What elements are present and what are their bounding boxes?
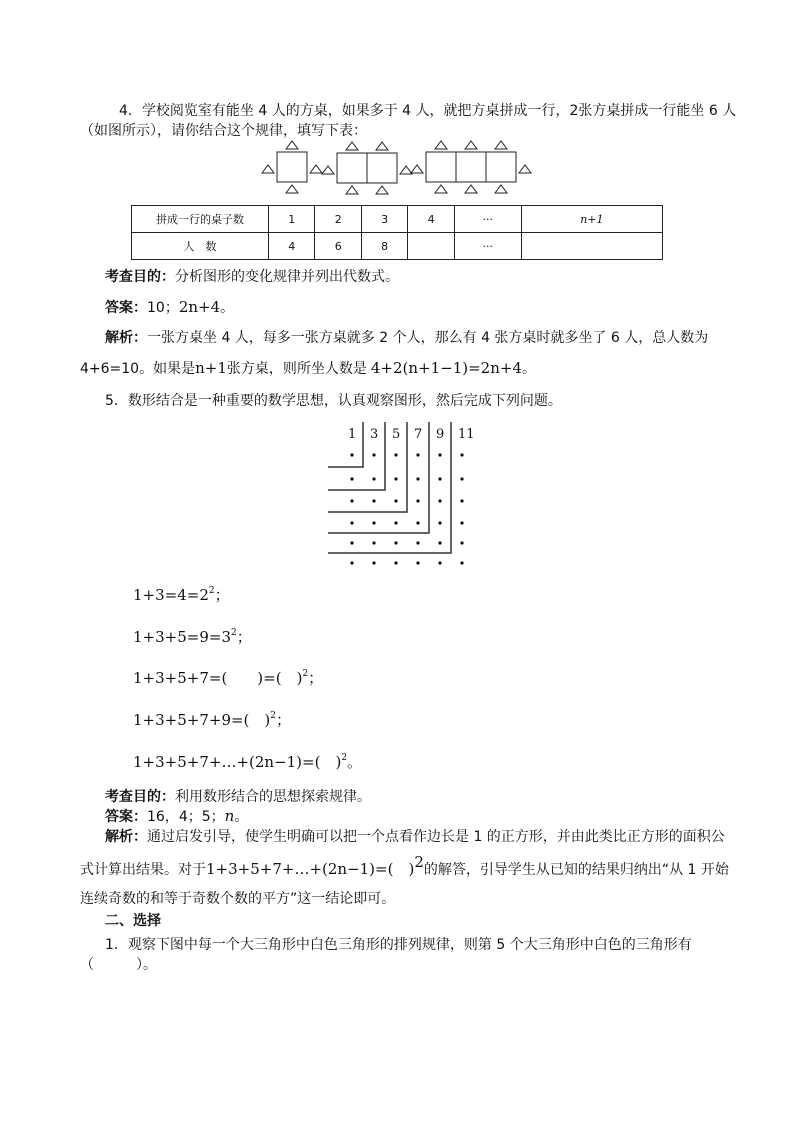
figure-label: 3 [370, 427, 379, 442]
figure-dot [460, 499, 463, 502]
q5-dot-figure [326, 420, 475, 568]
figure-table-3b [456, 152, 486, 182]
answer-label: 答案： [105, 809, 147, 825]
table-cell: n+1 [521, 206, 662, 233]
figure-dot [372, 561, 375, 564]
figure-dot [394, 477, 397, 480]
q5-analysis-line3: 连续奇数的和等于奇数个数的平方”这一结论即可。 [80, 891, 396, 907]
q5-eq2 [133, 627, 252, 647]
analysis-text: 一张方桌坐 4 人，每多一张方桌就多 2 个人，那么有 4 张方桌时就多坐了 6 人，总人数为 [147, 330, 709, 346]
figure-label: 1 [348, 427, 357, 442]
analysis-math: 4+2(n+1−1)=2n+4 [370, 359, 523, 377]
q5-eq1 [133, 585, 230, 605]
equation-text: 1+3+5+7+…+(2n−1)=( ) [133, 753, 342, 771]
figure-dot [372, 541, 375, 544]
equation-end: ； [214, 586, 230, 604]
figure-table-3a [426, 152, 456, 182]
equation-text: 1+3=4=2 [133, 586, 209, 604]
analysis-text: 式计算出结果。对于 [80, 862, 206, 878]
q5-answer [105, 806, 248, 827]
q5-analysis-line1 [105, 827, 725, 847]
figure-table-1 [277, 152, 307, 182]
figure-dot [350, 521, 353, 524]
s2-q1-line1: 1．观察下图中每一个大三角形中白色三角形的排列规律，则第 5 个大三角形中白色的三角形有 [105, 937, 692, 953]
table-cell: 4 [269, 233, 315, 260]
figure-dot [416, 477, 419, 480]
figure-dot [460, 477, 463, 480]
figure-table-3c [486, 152, 516, 182]
figure-dot [460, 521, 463, 524]
figure-dot [416, 561, 419, 564]
figure-dot [372, 453, 375, 456]
figure-dot [416, 453, 419, 456]
q5-analysis-line2 [80, 853, 729, 880]
figure-dot [460, 541, 463, 544]
analysis-text: 4+6=10。如果是 [80, 361, 196, 377]
equation-text: 1+3+5+7+9=( ) [133, 711, 271, 729]
analysis-exponent: 2 [414, 853, 424, 871]
equation-text: 1+3+5=9=3 [133, 628, 231, 646]
equation-exponent: 2 [270, 711, 276, 721]
equation-exponent: 2 [208, 586, 215, 596]
answer-end: 。 [220, 300, 235, 316]
purpose-label: 考查目的： [105, 269, 175, 285]
table-cell: 6 [315, 233, 361, 260]
figure-dot [416, 499, 419, 502]
figure-dot [394, 561, 397, 564]
figure-dot [372, 477, 375, 480]
analysis-label: 解析： [105, 829, 147, 845]
q4-line2: （如图所示），请你结合这个规律，填写下表： [80, 123, 367, 139]
analysis-text: 的解答，引导学生从已知的结果归纳出“从 1 开始 [423, 862, 729, 878]
q4-line1: 4．学校阅览室有能坐 4 人的方桌，如果多于 4 人，就把方桌拼成一行，2张方桌拼成一行能坐 6 人 [119, 103, 737, 119]
q5-purpose [105, 787, 371, 807]
analysis-label: 解析： [105, 330, 147, 346]
table-cell: 4 [408, 206, 454, 233]
table-header-cell: 人 数 [132, 233, 269, 260]
equation-end: ； [308, 669, 324, 687]
table-cell: 1 [269, 206, 315, 233]
figure-table-2b [367, 153, 397, 183]
answer-text: 10； [147, 300, 179, 316]
figure-dot [394, 499, 397, 502]
purpose-label: 考查目的： [105, 789, 175, 805]
q4-analysis-line1 [105, 328, 708, 348]
q4-purpose [105, 267, 399, 287]
figure-dot [394, 541, 397, 544]
figure-dot [416, 541, 419, 544]
figure-dot [372, 521, 375, 524]
table-cell: ··· [454, 206, 521, 233]
figure-dot [438, 453, 441, 456]
figure-dot [438, 477, 441, 480]
q4-tables-figure [0, 0, 794, 200]
table-cell [521, 233, 662, 260]
table-cell [408, 233, 454, 260]
q5-title: 5．数形结合是一种重要的数学思想，认真观察图形，然后完成下列问题。 [105, 393, 562, 409]
figure-dot [372, 499, 375, 502]
table-row [132, 206, 663, 233]
figure-dot [350, 453, 353, 456]
s2-q1-line2: （ ）。 [80, 957, 157, 973]
figure-label: 7 [414, 427, 423, 442]
figure-dot [416, 521, 419, 524]
figure-dot [460, 561, 463, 564]
figure-dot [460, 453, 463, 456]
figure-label: 11 [458, 427, 475, 442]
answer-text: 16，4；5； [147, 809, 225, 825]
figure-dot [394, 453, 397, 456]
q5-eq5 [133, 752, 362, 772]
figure-dot [394, 521, 397, 524]
figure-dot [350, 477, 353, 480]
equation-end: ； [276, 711, 292, 729]
equation-exponent: 2 [231, 628, 237, 638]
figure-dot [350, 541, 353, 544]
section-heading: 二、选择 [105, 913, 161, 929]
analysis-text: 通过启发引导，使学生明确可以把一个点看作边长是 1 的正方形，并由此类比正方形的面积公 [147, 829, 725, 845]
table-cell: 2 [315, 206, 361, 233]
purpose-text: 分析图形的变化规律并列出代数式。 [175, 269, 399, 285]
table-cell: 3 [361, 206, 407, 233]
table-row [132, 233, 663, 260]
table-header-cell: 拼成一行的桌子数 [132, 206, 269, 233]
equation-exponent: 2 [302, 669, 309, 679]
equation-end: ； [236, 628, 252, 646]
equation-text: 1+3+5+7=( )=( ) [133, 669, 303, 687]
q5-eq4 [133, 710, 291, 730]
figure-dot [438, 541, 441, 544]
analysis-text: 张方桌，则所坐人数是 [226, 361, 367, 377]
analysis-math: 1+3+5+7+…+(2n−1)=( ) [206, 860, 415, 878]
q4-analysis-line2 [80, 358, 536, 379]
answer-end: 。 [234, 809, 249, 825]
equation-exponent: 2 [341, 753, 348, 763]
figure-label: 9 [436, 427, 445, 442]
purpose-text: 利用数形结合的思想探索规律。 [175, 789, 371, 805]
answer-math: 2n+4 [178, 298, 221, 316]
q5-eq3 [133, 668, 323, 688]
answer-math: n [224, 807, 235, 825]
figure-dot [438, 561, 441, 564]
figure-dot [438, 499, 441, 502]
q4-answer [105, 297, 234, 318]
figure-dot [350, 499, 353, 502]
figure-table-2a [337, 153, 367, 183]
table-cell: ··· [454, 233, 521, 260]
answer-label: 答案： [105, 300, 147, 316]
equation-end: 。 [347, 753, 363, 771]
figure-separator [328, 422, 363, 467]
figure-label: 5 [392, 427, 401, 442]
table-cell: 8 [361, 233, 407, 260]
figure-dot [350, 561, 353, 564]
q4-table [131, 205, 663, 260]
analysis-math: n+1 [195, 359, 227, 377]
analysis-end: 。 [522, 361, 537, 377]
figure-dot [438, 521, 441, 524]
